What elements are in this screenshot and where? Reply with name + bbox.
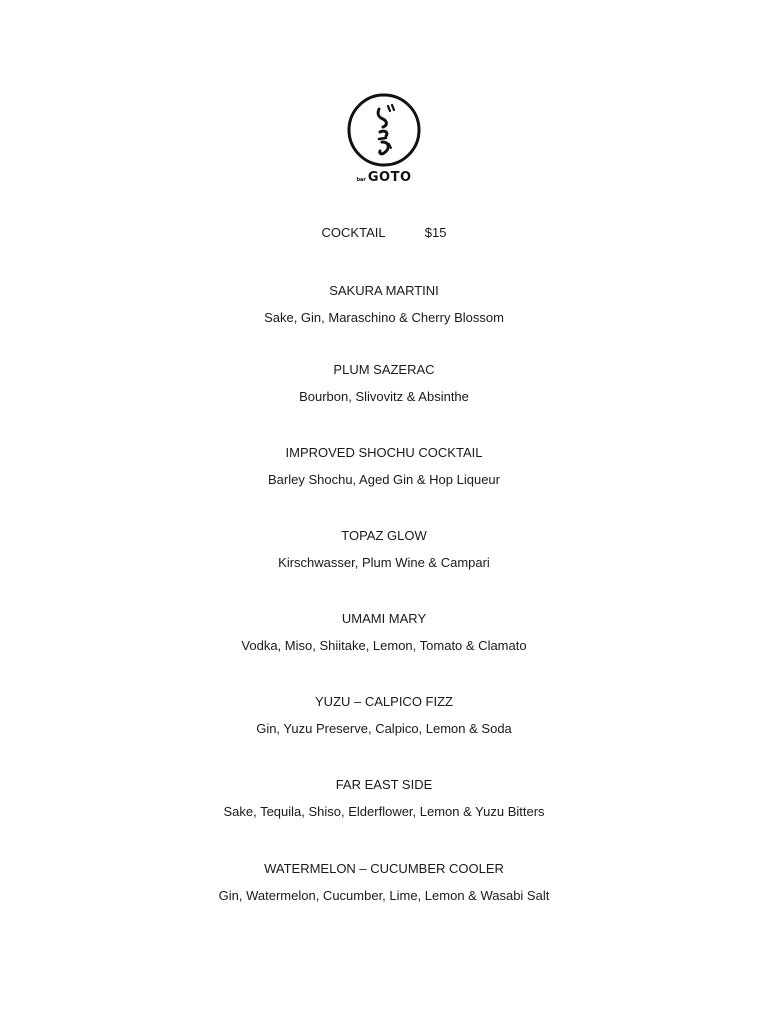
menu-item-name: YUZU – CALPICO FIZZ bbox=[315, 694, 453, 709]
menu-item bbox=[0, 861, 768, 904]
section-label: COCKTAIL bbox=[321, 225, 386, 240]
menu-item bbox=[0, 283, 768, 326]
section-price: $15 bbox=[424, 225, 447, 240]
logo-prefix: bar bbox=[356, 177, 366, 183]
menu-item-name: TOPAZ GLOW bbox=[341, 528, 427, 543]
menu-item-name: WATERMELON – CUCUMBER COOLER bbox=[264, 861, 504, 876]
menu-item-description: Barley Shochu, Aged Gin & Hop Liqueur bbox=[268, 472, 500, 487]
menu-item-description: Bourbon, Slivovitz & Absinthe bbox=[299, 389, 469, 404]
menu-item-description: Kirschwasser, Plum Wine & Campari bbox=[278, 555, 490, 570]
menu-item-name: SAKURA MARTINI bbox=[329, 283, 439, 298]
goto-circle-logo-icon bbox=[346, 92, 422, 168]
menu-item-description: Sake, Gin, Maraschino & Cherry Blossom bbox=[264, 310, 504, 325]
menu-item bbox=[0, 611, 768, 654]
menu-item bbox=[0, 528, 768, 571]
section-header bbox=[0, 225, 768, 240]
menu-item-description: Gin, Yuzu Preserve, Calpico, Lemon & Soda bbox=[256, 721, 512, 736]
menu-item-name: FAR EAST SIDE bbox=[335, 777, 433, 792]
menu-item-name: IMPROVED SHOCHU COCKTAIL bbox=[285, 445, 483, 460]
menu-item bbox=[0, 362, 768, 405]
menu-item-name: UMAMI MARY bbox=[341, 611, 427, 626]
menu-item bbox=[0, 777, 768, 820]
menu-item-name: PLUM SAZERAC bbox=[333, 362, 435, 377]
menu-item-description: Sake, Tequila, Shiso, Elderflower, Lemon & Yuzu Bitters bbox=[223, 804, 545, 819]
menu-item-description: Vodka, Miso, Shiitake, Lemon, Tomato & Clamato bbox=[241, 638, 527, 653]
menu-item bbox=[0, 445, 768, 488]
menu-item-description: Gin, Watermelon, Cucumber, Lime, Lemon & Wasabi Salt bbox=[218, 888, 550, 903]
logo-wordmark bbox=[356, 170, 411, 185]
logo-text: GOTO bbox=[367, 170, 412, 185]
menu-item bbox=[0, 694, 768, 737]
logo bbox=[0, 92, 768, 186]
